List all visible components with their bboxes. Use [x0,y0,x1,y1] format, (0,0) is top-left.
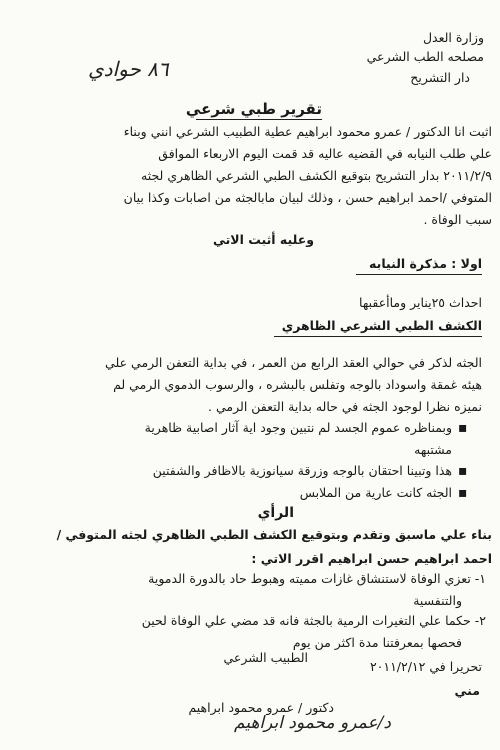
department-name: مصلحه الطب الشرعي [366,49,484,64]
intro-line-1: اثبت انا الدكتور / عمرو محمود ابراهيم عطية الطبيب الشرعي انني وبناء [123,124,492,139]
bullet-1: ▪ [458,420,468,436]
unit-name: دار التشريح [410,70,470,85]
finding-line-1: وبمناظره عموم الجسد لم نتبين وجود اية آثار اصابية ظاهرية [144,420,452,435]
signatory-role: الطبيب الشرعي [223,650,308,665]
opinion-lead-2: احمد ابراهيم حسن ابراهيم اقرر الاتي : [251,551,492,566]
opinion-lead-1: بناء علي ماسبق وتقدم وبتوقيع الكشف الطبي الظاهري لجثه المتوفي / [56,527,492,542]
handwritten-note [6,44,169,94]
ministry-name: وزارة العدل [422,30,484,45]
external-exam-heading: الكشف الطبي الشرعي الظاهري [281,318,482,333]
intro-line-2: علي طلب النيابه في القضيه عاليه قد قمت اليوم الاربعاء الموافق [158,146,492,161]
intro-line-5: سبب الوفاة . [423,212,492,227]
prosecution-memo-text: احداث ٢٥يناير وماأعقبها [359,295,482,310]
bullet-3: ▪ [458,485,468,501]
section-prosecution-memo-heading: اولا : مذكرة النيابه [369,256,482,271]
opinion-item-2: ٢- حكما علي التغيرات الرمية بالجثة فانه قد مضي علي الوفاة لحين [141,613,486,628]
section1-underline [356,274,482,275]
handwritten-note-text: ٨٦ حوادي [88,57,169,81]
finding-line-2: مشتبهه [414,442,452,457]
therefore-heading: وعليه أثبت الاتي [212,232,314,247]
intro-line-3: ٢٠١١/٢/٩ بدار التشريح بتوقيع الكشف الطبي الشرعي الظاهري لجثه [141,168,492,183]
bullet-2: ▪ [458,463,468,479]
section2-underline [274,336,482,337]
intro-line-4: المتوفي /احمد ابراهيم حسن ، وذلك لبيان مابالجثه من اصابات وكذا بيان [123,190,492,205]
exam-line-1: الجثه لذكر في حوالي العقد الرابع من العمر ، في بداية التعفن الرمي علي [105,355,482,370]
signatory-name: دكتور / عمرو محمود ابراهيم [188,700,334,715]
exam-line-3: نميزه نظرا لوجود الجثه في حاله بداية التعفن الرمي . [208,399,482,414]
opinion-heading: الرأي [257,505,294,521]
finding-line-3: هذا وتبينا احتقان بالوجه وزرقة سيانوزية بالاظافر والشفتين [152,463,452,478]
signature-text: د/عمرو محمود ابراهيم [234,713,391,733]
exam-line-2: هيئه غمقة واسوداد بالوجه وتفلس بالبشره ، والرسوب الدموي الرمي لم [113,377,482,392]
opinion-item-1: ١- تعزي الوفاة لاستنشاق غازات مميته وهبوط حاد بالدورة الدموية [148,571,486,586]
mine-label: مني [454,683,480,698]
dated-line: تحريرا في ٢٠١١/٢/١٢ [369,659,482,674]
report-title: تقرير طبي شرعي [185,100,322,118]
opinion-item-1-cont: والتنفسية [413,593,462,608]
opinion-item-2-cont: فحصها بمعرفتنا مدة اكثر من يوم [292,635,462,650]
title-underline [196,119,322,120]
finding-line-4: الجثه كانت عارية من الملابس [299,485,452,500]
